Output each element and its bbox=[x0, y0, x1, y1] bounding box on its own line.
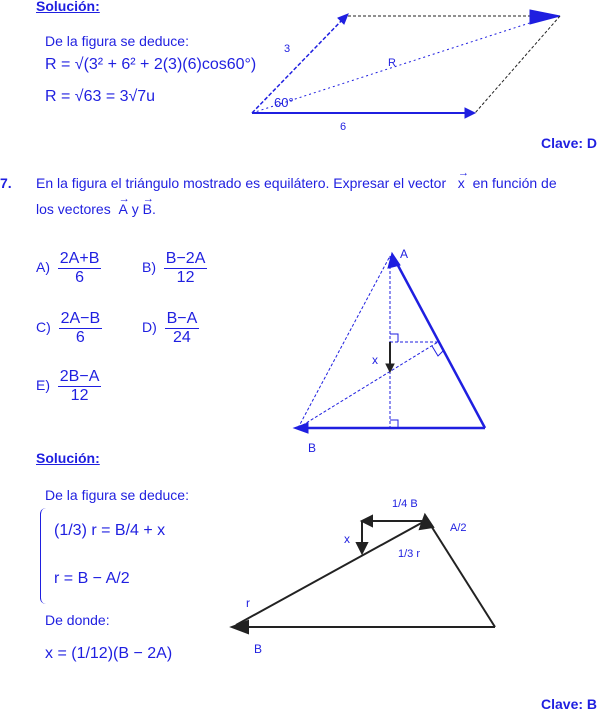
label-r: r bbox=[246, 596, 250, 610]
label-6: 6 bbox=[340, 121, 347, 133]
option-numerator: 2A+B bbox=[59, 250, 100, 267]
option-denominator: 12 bbox=[176, 269, 195, 286]
answer-key-2: Clave: B bbox=[541, 696, 598, 709]
solution-intro-2: De la figura se deduce: bbox=[45, 487, 189, 503]
option-label: D) bbox=[142, 319, 157, 336]
statement-text: y bbox=[131, 201, 139, 217]
equation-r-result: R = √63 = 3√7u bbox=[45, 88, 156, 105]
equation-r: R = √(3² + 6² + 2(3)(6)cos60°) bbox=[45, 56, 257, 73]
problem-statement-line2 bbox=[36, 201, 156, 217]
option-denominator: 6 bbox=[75, 329, 85, 346]
label-third-r: 1/3 r bbox=[398, 548, 421, 560]
option-b[interactable] bbox=[142, 250, 207, 287]
option-numerator: 2B−A bbox=[59, 368, 100, 385]
label-3: 3 bbox=[284, 43, 291, 55]
solution-heading: Solución: bbox=[36, 0, 100, 14]
solution-heading-2: Solución: bbox=[36, 450, 100, 466]
option-a[interactable] bbox=[36, 250, 101, 287]
option-label: A) bbox=[36, 259, 50, 276]
option-c[interactable] bbox=[36, 310, 102, 347]
vector-triangle-figure bbox=[220, 485, 510, 660]
result-equation: x = (1/12)(B − 2A) bbox=[45, 645, 173, 662]
label-r: R bbox=[388, 57, 396, 69]
label-x: x bbox=[344, 532, 350, 546]
option-denominator: 12 bbox=[70, 387, 89, 404]
then-text: De donde: bbox=[45, 612, 110, 628]
system-eq-2: r = B − A/2 bbox=[54, 570, 130, 587]
option-denominator: 24 bbox=[173, 329, 191, 346]
var-x: → x bbox=[458, 175, 465, 191]
statement-text: los vectores bbox=[36, 201, 111, 217]
label-x: x bbox=[372, 353, 378, 367]
system-eq-1: (1/3) r = B/4 + x bbox=[54, 522, 166, 539]
option-d[interactable] bbox=[142, 310, 199, 347]
problem-statement-line1 bbox=[36, 175, 557, 191]
statement-text: en función de bbox=[472, 175, 557, 191]
system-brace bbox=[40, 508, 47, 604]
option-numerator: B−2A bbox=[165, 250, 206, 267]
label-b: B bbox=[308, 441, 317, 455]
label-half-a: A/2 bbox=[450, 522, 467, 534]
statement-text: . bbox=[151, 201, 156, 217]
answer-key-1: Clave: D bbox=[541, 135, 598, 151]
problem-number: 7. bbox=[0, 175, 12, 191]
option-numerator: B−A bbox=[166, 310, 198, 327]
label-angle: 60° bbox=[274, 95, 294, 110]
var-a: → A bbox=[118, 201, 127, 217]
option-label: E) bbox=[36, 377, 50, 394]
var-b: → B bbox=[143, 201, 152, 217]
option-label: B) bbox=[142, 259, 156, 276]
option-denominator: 6 bbox=[75, 269, 85, 286]
solution-intro: De la figura se deduce: bbox=[45, 33, 189, 49]
label-quarter-b: 1/4 B bbox=[392, 498, 418, 510]
option-numerator: 2A−B bbox=[60, 310, 101, 327]
option-e[interactable] bbox=[36, 368, 101, 405]
parallelogram-figure bbox=[240, 0, 570, 135]
triangle-figure bbox=[280, 238, 500, 460]
statement-text: En la figura el triángulo mostrado es equilátero. Expresar el vector bbox=[36, 175, 447, 191]
label-a: A bbox=[400, 247, 409, 261]
label-b: B bbox=[254, 642, 263, 656]
option-label: C) bbox=[36, 319, 51, 336]
